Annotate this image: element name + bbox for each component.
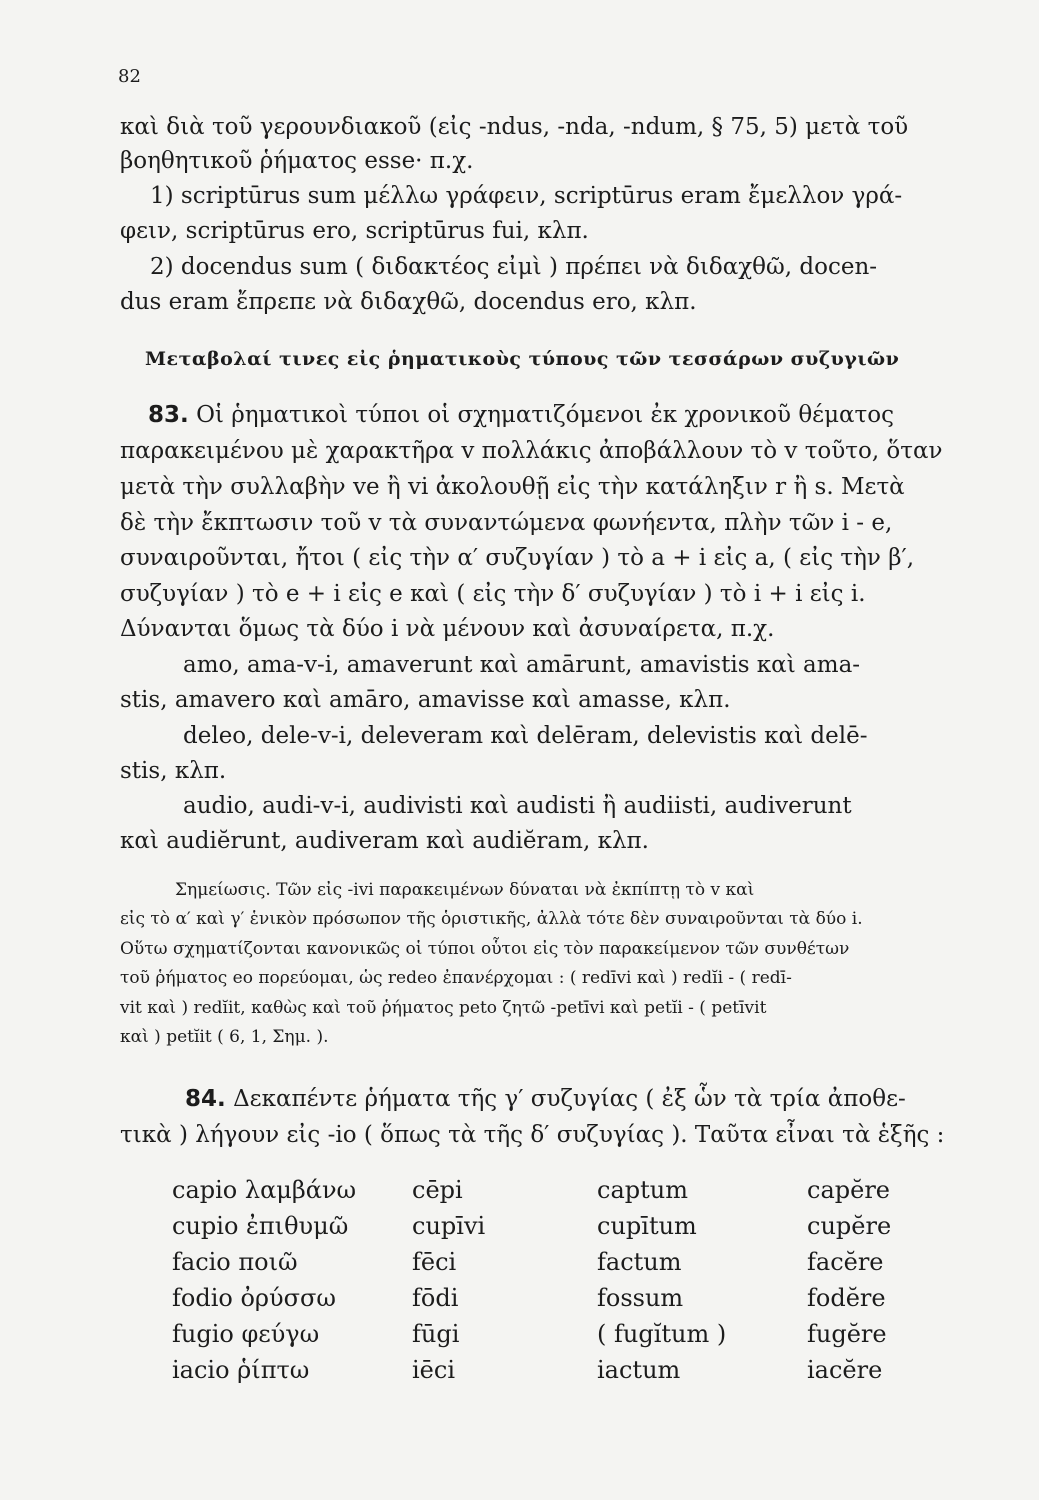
- verb-perfect: iēci: [412, 1356, 455, 1384]
- note-line-4: τοῦ ῥήματος eo πορεύομαι, ὡς redeo ἐπανέρχομαι : ( redīvi καὶ ) redĭi - ( redī-: [120, 968, 792, 988]
- verb-present: iacio ῥίπτω: [172, 1356, 310, 1384]
- intro-line-2: βοηθητικοῦ ῥήματος esse· π.χ.: [120, 148, 474, 174]
- section-84-first-line: [185, 1084, 1025, 1114]
- section-83-line-1: Οἱ ῥηματικοὶ τύποι οἱ σχηματιζόμενοι ἐκ χρονικοῦ θέματος: [196, 402, 895, 428]
- verb-row: [172, 1284, 912, 1320]
- section-83-line-3: μετὰ τὴν συλλαβὴν ve ἢ vi ἀκολουθῇ εἰς τὴν κατάληξιν r ἢ s. Μετὰ: [120, 474, 905, 500]
- verb-row: [172, 1248, 912, 1284]
- section-83-line-6: συζυγίαν ) τὸ e + i εἰς e καὶ ( εἰς τὴν δ′ συζυγίαν ) τὸ i + i εἰς i.: [120, 581, 866, 607]
- verb-supine: ( fugĭtum ): [597, 1320, 727, 1348]
- section-83-number: 83.: [148, 402, 189, 428]
- note-line-3: Οὕτω σχηματίζονται κανονικῶς οἱ τύποι οὗτοι εἰς τὸν παρακείμενον τῶν συνθέτων: [120, 939, 850, 959]
- note-line-2: εἰς τὸ α′ καὶ γ′ ἑνικὸν πρόσωπον τῆς ὁριστικῆς, ἀλλὰ τότε δὲν συναιροῦνται τὰ δύο i.: [120, 909, 863, 929]
- section-83-line-8: amo, ama-v-i, amaverunt καὶ amārunt, amavistis καὶ ama-: [183, 652, 861, 678]
- section-84-line-2: τικὰ ) λήγουν εἰς -io ( ὅπως τὰ τῆς δ′ συζυγίας ). Ταῦτα εἶναι τὰ ἑξῆς :: [120, 1122, 945, 1148]
- section-84-line-1: Δεκαπέντε ῥήματα τῆς γ′ συζυγίας ( ἐξ ὧν τὰ τρία ἀποθε-: [233, 1086, 906, 1112]
- verb-present: capio λαμβάνω: [172, 1176, 357, 1204]
- verb-table: [172, 1176, 912, 1392]
- verb-infinitive: cupĕre: [807, 1212, 892, 1240]
- section-83-line-2: παρακειμένου μὲ χαρακτῆρα v πολλάκις ἀποβάλλουν τὸ v τοῦτο, ὅταν: [120, 438, 943, 464]
- verb-row: [172, 1212, 912, 1248]
- section-84-number: 84.: [185, 1086, 226, 1112]
- section-83-line-4: δὲ τὴν ἔκπτωσιν τοῦ v τὰ συναντώμενα φωνήεντα, πλὴν τῶν i - e,: [120, 510, 893, 536]
- section-heading: Μεταβολαί τινες εἰς ῥηματικοὺς τύπους τῶν τεσσάρων συζυγιῶν: [145, 348, 900, 370]
- note-line-1: Σημείωσις. Τῶν εἰς -ivi παρακειμένων δύναται νὰ ἐκπίπτῃ τὸ v καὶ: [175, 880, 755, 900]
- intro-line-5: 2) docendus sum ( διδακτέος εἰμὶ ) πρέπει νὰ διδαχθῶ, docen-: [150, 254, 878, 280]
- verb-perfect: fōdi: [412, 1284, 459, 1312]
- verb-row: [172, 1320, 912, 1356]
- verb-present: cupio ἐπιθυμῶ: [172, 1212, 349, 1240]
- verb-present: facio ποιῶ: [172, 1248, 298, 1276]
- section-83-line-9: stis, amavero καὶ amāro, amavisse καὶ amasse, κλπ.: [120, 687, 731, 713]
- section-83-first-line: [148, 400, 988, 430]
- intro-line-4: φειν, scriptūrus ero, scriptūrus fui, κλπ.: [120, 218, 589, 244]
- verb-row: [172, 1356, 912, 1392]
- section-83-line-10: deleo, dele-v-i, deleveram καὶ delēram, delevistis καὶ delē-: [183, 723, 868, 749]
- verb-perfect: fēci: [412, 1248, 457, 1276]
- note-line-6: καὶ ) petĭit ( 6, 1, Σημ. ).: [120, 1027, 329, 1047]
- verb-infinitive: fodĕre: [807, 1284, 886, 1312]
- verb-supine: iactum: [597, 1356, 681, 1384]
- verb-perfect: cupīvi: [412, 1212, 486, 1240]
- section-83-line-7: Δύνανται ὅμως τὰ δύο i νὰ μένουν καὶ ἀσυναίρετα, π.χ.: [120, 616, 775, 642]
- verb-infinitive: facĕre: [807, 1248, 884, 1276]
- note-line-5: vit καὶ ) redĭit, καθὼς καὶ τοῦ ῥήματος peto ζητῶ -petīvi καὶ petĭi - ( petīvit: [120, 998, 767, 1018]
- section-83-line-5: συναιροῦνται, ἤτοι ( εἰς τὴν α′ συζυγίαν ) τὸ a + i εἰς a, ( εἰς τὴν β′,: [120, 545, 915, 571]
- verb-present: fugio φεύγω: [172, 1320, 320, 1348]
- verb-infinitive: fugĕre: [807, 1320, 887, 1348]
- intro-line-6: dus eram ἔπρεπε νὰ διδαχθῶ, docendus ero, κλπ.: [120, 289, 697, 315]
- verb-supine: fossum: [597, 1284, 684, 1312]
- intro-line-1: καὶ διὰ τοῦ γερουνδιακοῦ (εἰς -ndus, -nda, -ndum, § 75, 5) μετὰ τοῦ: [120, 114, 909, 140]
- section-83-line-13: καὶ audiĕrunt, audiveram καὶ audiĕram, κλπ.: [120, 828, 649, 854]
- section-83-line-12: audio, audi-v-i, audivisti καὶ audisti ἢ audiisti, audiverunt: [183, 793, 852, 819]
- section-83-line-11: stis, κλπ.: [120, 758, 227, 784]
- verb-infinitive: capĕre: [807, 1176, 890, 1204]
- verb-infinitive: iacĕre: [807, 1356, 883, 1384]
- verb-perfect: cēpi: [412, 1176, 463, 1204]
- verb-present: fodio ὀρύσσω: [172, 1284, 336, 1312]
- intro-line-3: 1) scriptūrus sum μέλλω γράφειν, scriptūrus eram ἔμελλον γρά-: [150, 183, 903, 209]
- verb-row: [172, 1176, 912, 1212]
- verb-supine: cupītum: [597, 1212, 697, 1240]
- verb-supine: factum: [597, 1248, 682, 1276]
- page-number: 82: [118, 66, 141, 87]
- verb-perfect: fūgi: [412, 1320, 460, 1348]
- verb-supine: captum: [597, 1176, 688, 1204]
